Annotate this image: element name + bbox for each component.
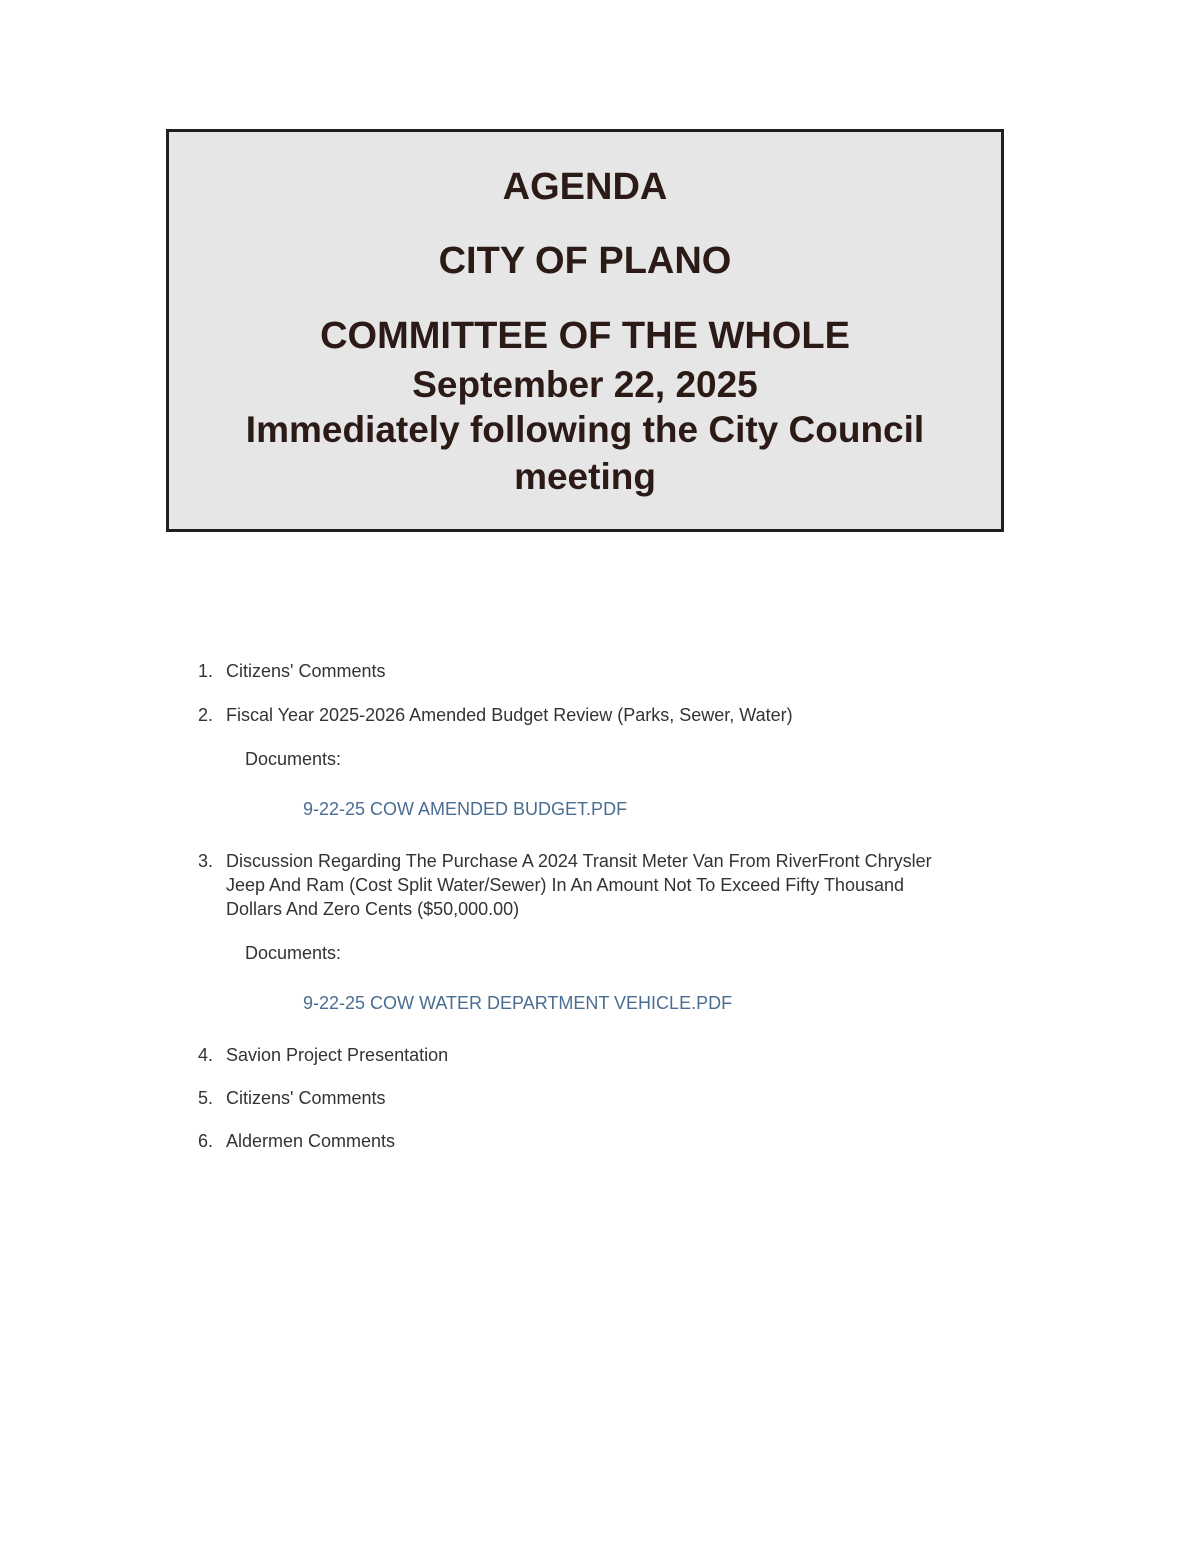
meeting-time-line-1: Immediately following the City Council	[245, 409, 925, 450]
documents-label: Documents:	[245, 943, 342, 963]
documents-label: Documents:	[245, 749, 342, 769]
item-title-line-2: Jeep And Ram (Cost Split Water/Sewer) In An Amount Not To Exceed Fifty Thousand	[226, 875, 904, 895]
item-number: 3.	[198, 851, 214, 871]
item-number: 5.	[198, 1088, 214, 1108]
item-number: 6.	[198, 1131, 214, 1151]
item-title: Fiscal Year 2025-2026 Amended Budget Review (Parks, Sewer, Water)	[226, 705, 793, 725]
item-number: 2.	[198, 705, 214, 725]
city-name: CITY OF PLANO	[438, 240, 732, 282]
item-number: 1.	[198, 661, 214, 681]
item-title: Citizens' Comments	[226, 1088, 386, 1108]
item-title: Savion Project Presentation	[226, 1045, 449, 1065]
agenda-title: AGENDA	[502, 166, 668, 208]
document-link-water-vehicle[interactable]: 9-22-25 COW WATER DEPARTMENT VEHICLE.PDF	[303, 993, 733, 1013]
item-title-line-1: Discussion Regarding The Purchase A 2024 Transit Meter Van From RiverFront Chrysler	[226, 851, 932, 871]
committee-name: COMMITTEE OF THE WHOLE	[320, 315, 850, 357]
item-number: 4.	[198, 1045, 214, 1065]
item-title: Aldermen Comments	[226, 1131, 396, 1151]
meeting-date: September 22, 2025	[412, 364, 758, 405]
meeting-time-line-2: meeting	[514, 456, 656, 497]
document-link-amended-budget[interactable]: 9-22-25 COW AMENDED BUDGET.PDF	[303, 799, 628, 819]
item-title-line-3: Dollars And Zero Cents ($50,000.00)	[226, 899, 520, 919]
item-title: Citizens' Comments	[226, 661, 386, 681]
